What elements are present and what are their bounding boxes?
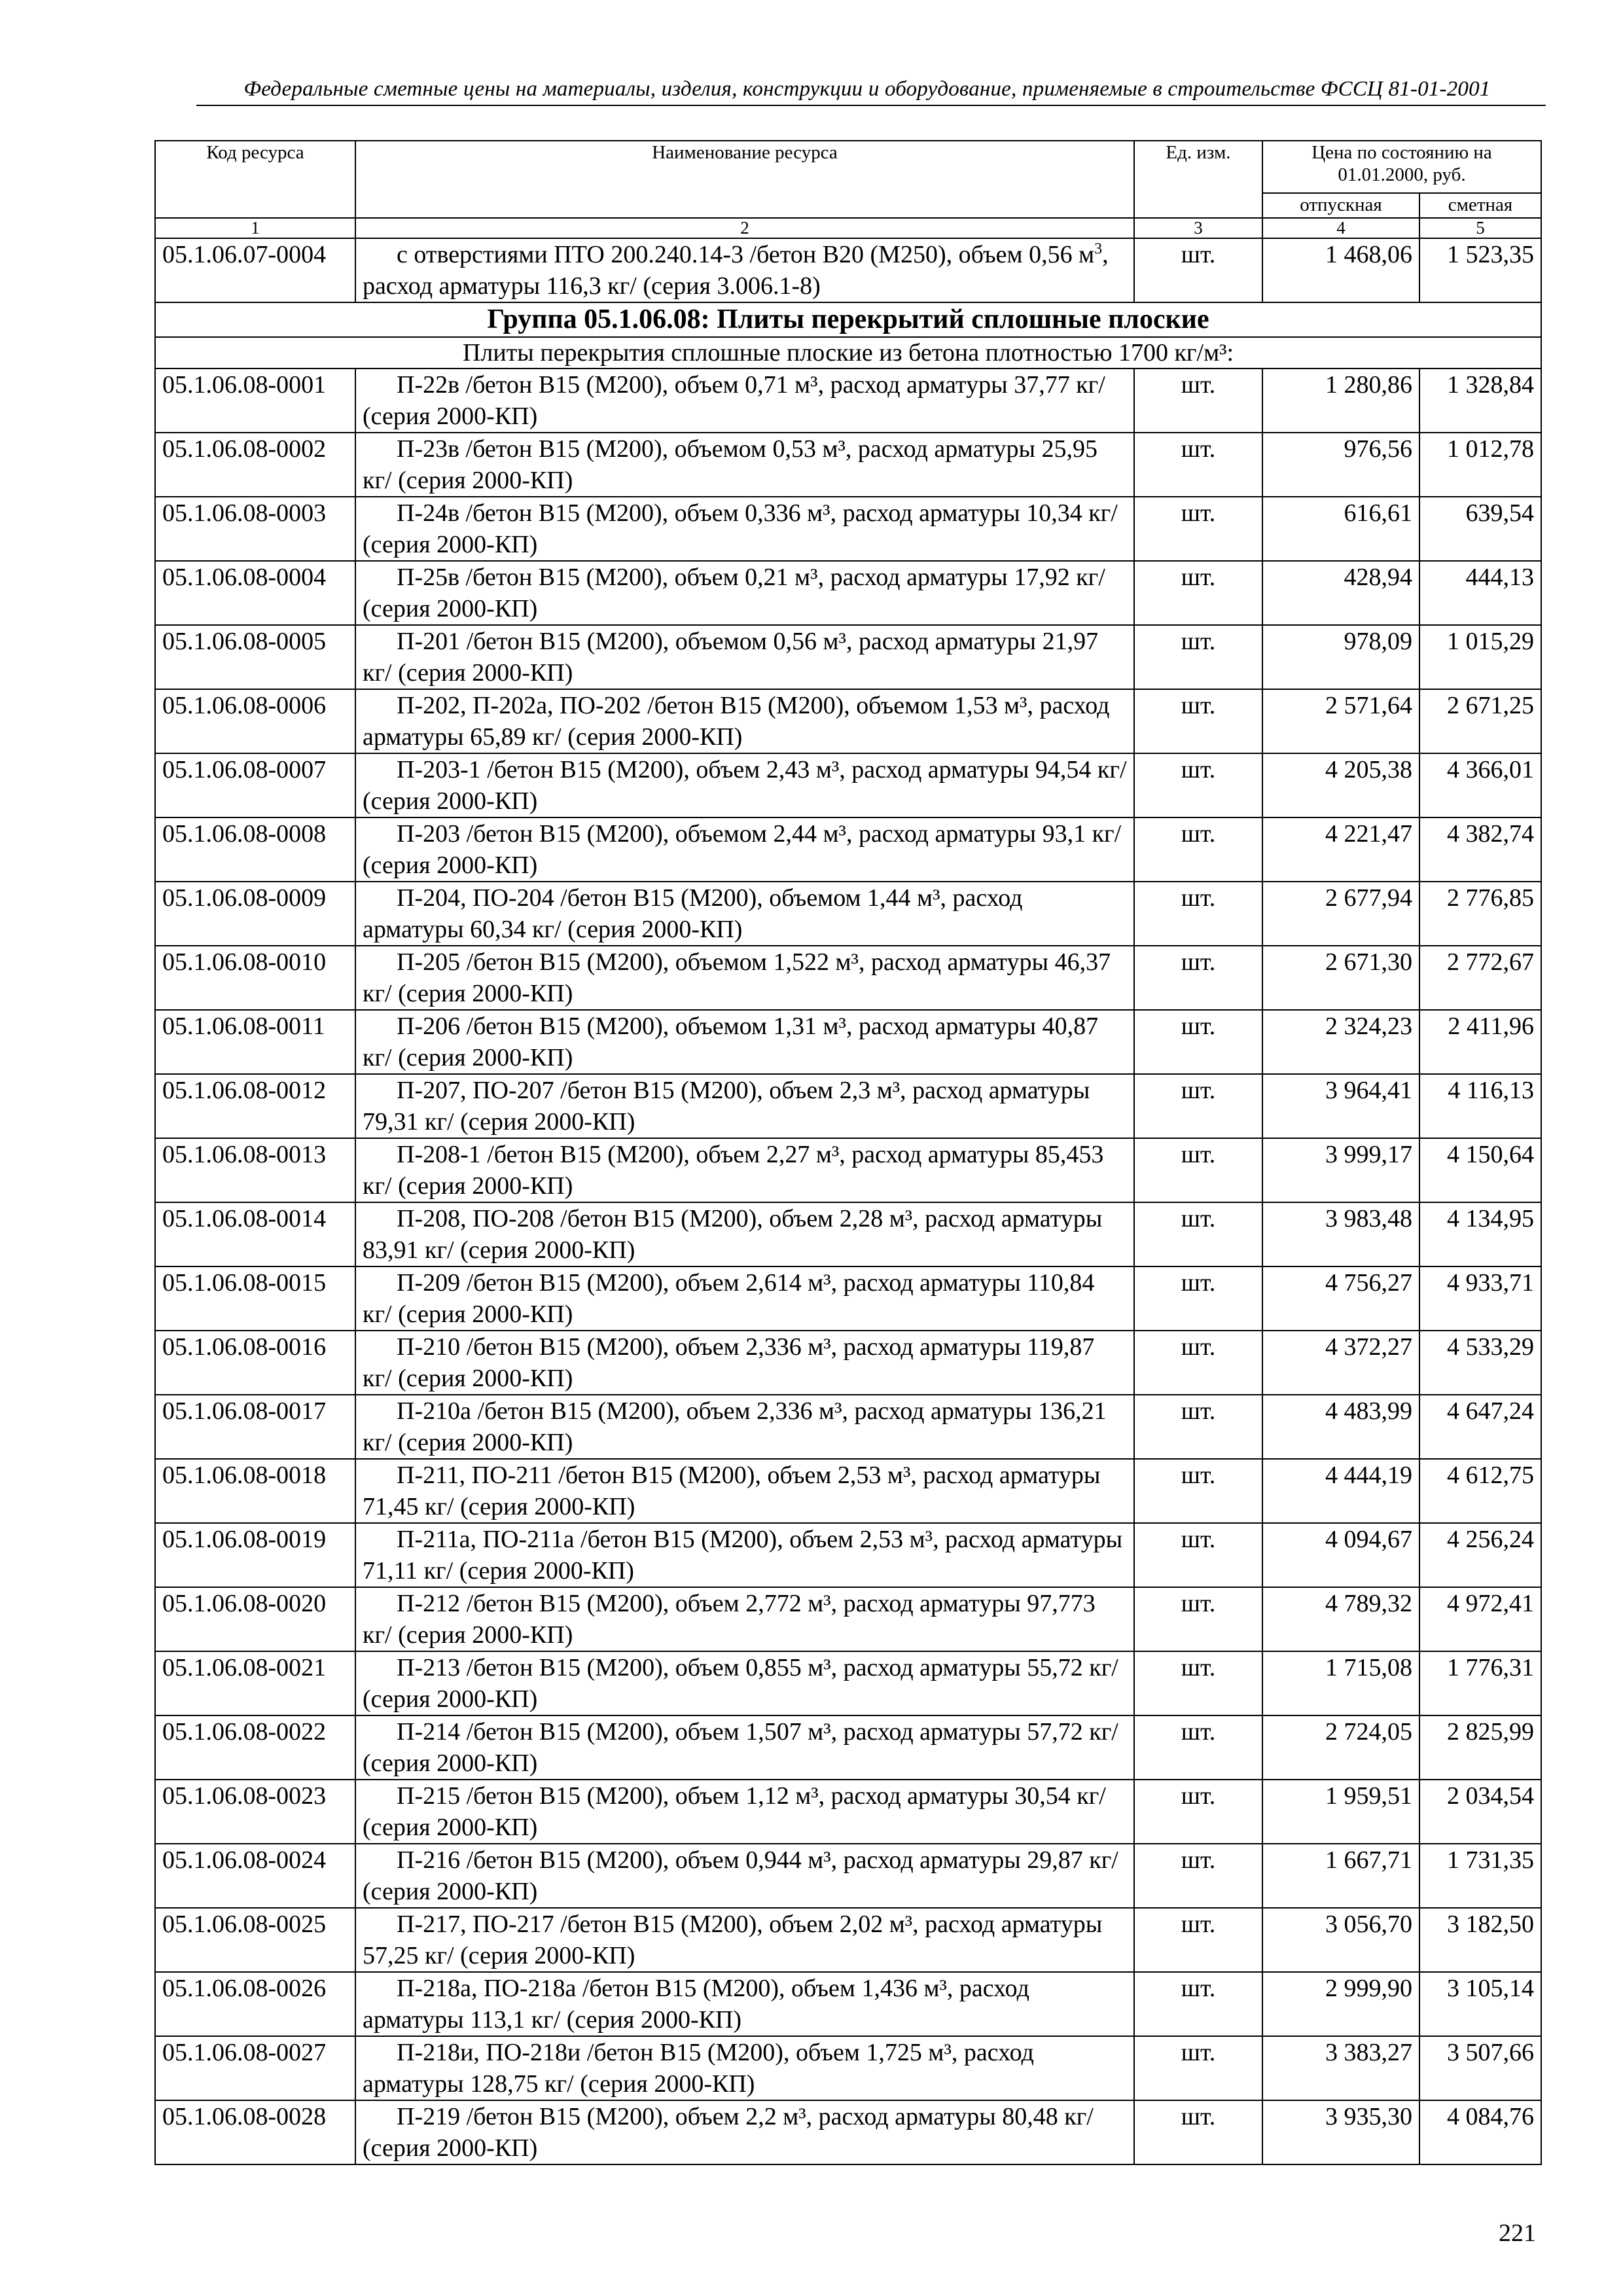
resource-name: П-23в /бетон В15 (М200), объемом 0,53 м³, расход арматуры 25,95 кг/ (серия 2000-КП) — [355, 433, 1134, 497]
table-row — [155, 1587, 1541, 1651]
estimate-price: 4 134,95 — [1419, 1202, 1541, 1266]
unit: шт. — [1134, 1844, 1262, 1908]
table-row — [155, 1459, 1541, 1523]
table-row — [155, 882, 1541, 946]
resource-code: 05.1.06.08-0019 — [155, 1523, 355, 1587]
table-row — [155, 497, 1541, 561]
table-row — [155, 1395, 1541, 1459]
estimate-price: 3 105,14 — [1419, 1972, 1541, 2036]
unit: шт. — [1134, 1266, 1262, 1331]
table-row — [155, 2036, 1541, 2100]
release-price: 4 444,19 — [1262, 1459, 1419, 1523]
unit: шт. — [1134, 433, 1262, 497]
table-row — [155, 1523, 1541, 1587]
resource-code: 05.1.06.08-0014 — [155, 1202, 355, 1266]
price-table — [154, 140, 1542, 2165]
release-price: 3 935,30 — [1262, 2100, 1419, 2164]
subgroup-title: Плиты перекрытия сплошные плоские из бетона плотностью 1700 кг/м³: — [155, 337, 1541, 368]
resource-code: 05.1.06.08-0004 — [155, 561, 355, 625]
col-number: 1 — [155, 218, 355, 238]
table-row — [155, 368, 1541, 433]
table-row — [155, 689, 1541, 753]
resource-name: П-206 /бетон В15 (М200), объемом 1,31 м³, расход арматуры 40,87 кг/ (серия 2000-КП) — [355, 1010, 1134, 1074]
resource-code: 05.1.06.08-0010 — [155, 946, 355, 1010]
release-price: 2 724,05 — [1262, 1715, 1419, 1780]
unit: шт. — [1134, 1010, 1262, 1074]
unit: шт. — [1134, 689, 1262, 753]
unit: шт. — [1134, 1459, 1262, 1523]
group-row — [155, 302, 1541, 337]
table-row — [155, 753, 1541, 817]
estimate-price: 4 533,29 — [1419, 1331, 1541, 1395]
header-rule — [196, 105, 1546, 106]
estimate-price: 1 523,35 — [1419, 238, 1541, 302]
resource-name: П-202, П-202а, ПО-202 /бетон В15 (М200), объемом 1,53 м³, расход арматуры 65,89 кг/ (серия 2000-КП) — [355, 689, 1134, 753]
release-price: 976,56 — [1262, 433, 1419, 497]
group-title: Группа 05.1.06.08: Плиты перекрытий сплошные плоские — [155, 302, 1541, 337]
table-row — [155, 1908, 1541, 1972]
resource-code: 05.1.06.08-0015 — [155, 1266, 355, 1331]
estimate-price: 2 825,99 — [1419, 1715, 1541, 1780]
resource-code: 05.1.06.08-0011 — [155, 1010, 355, 1074]
resource-name: П-24в /бетон В15 (М200), объем 0,336 м³, расход арматуры 10,34 кг/ (серия 2000-КП) — [355, 497, 1134, 561]
resource-name: П-213 /бетон В15 (М200), объем 0,855 м³, расход арматуры 55,72 кг/ (серия 2000-КП) — [355, 1651, 1134, 1715]
estimate-price: 3 182,50 — [1419, 1908, 1541, 1972]
resource-name: П-208, ПО-208 /бетон В15 (М200), объем 2,28 м³, расход арматуры 83,91 кг/ (серия 2000-КП) — [355, 1202, 1134, 1266]
resource-code: 05.1.06.08-0012 — [155, 1074, 355, 1138]
subgroup-row — [155, 337, 1541, 368]
resource-name: П-218и, ПО-218и /бетон В15 (М200), объем 1,725 м³, расход арматуры 128,75 кг/ (серия 2000-КП) — [355, 2036, 1134, 2100]
release-price: 428,94 — [1262, 561, 1419, 625]
col-header-unit: Ед. изм. — [1134, 141, 1262, 218]
release-price: 2 671,30 — [1262, 946, 1419, 1010]
unit: шт. — [1134, 1651, 1262, 1715]
col-header-release: отпускная — [1262, 193, 1419, 218]
resource-name: П-207, ПО-207 /бетон В15 (М200), объем 2,3 м³, расход арматуры 79,31 кг/ (серия 2000-КП) — [355, 1074, 1134, 1138]
estimate-price: 2 411,96 — [1419, 1010, 1541, 1074]
resource-name: П-210 /бетон В15 (М200), объем 2,336 м³, расход арматуры 119,87 кг/ (серия 2000-КП) — [355, 1331, 1134, 1395]
col-header-code: Код ресурса — [155, 141, 355, 218]
resource-code: 05.1.06.08-0006 — [155, 689, 355, 753]
estimate-price: 639,54 — [1419, 497, 1541, 561]
resource-code: 05.1.06.08-0003 — [155, 497, 355, 561]
estimate-price: 2 772,67 — [1419, 946, 1541, 1010]
estimate-price: 4 256,24 — [1419, 1523, 1541, 1587]
col-number: 5 — [1419, 218, 1541, 238]
unit: шт. — [1134, 368, 1262, 433]
release-price: 978,09 — [1262, 625, 1419, 689]
resource-name: П-219 /бетон В15 (М200), объем 2,2 м³, расход арматуры 80,48 кг/ (серия 2000-КП) — [355, 2100, 1134, 2164]
table-row — [155, 1074, 1541, 1138]
resource-name: П-211, ПО-211 /бетон В15 (М200), объем 2,53 м³, расход арматуры 71,45 кг/ (серия 2000-КП) — [355, 1459, 1134, 1523]
unit: шт. — [1134, 1202, 1262, 1266]
estimate-price: 4 084,76 — [1419, 2100, 1541, 2164]
resource-code: 05.1.06.08-0008 — [155, 817, 355, 882]
table-row — [155, 1780, 1541, 1844]
table-row — [155, 1266, 1541, 1331]
release-price: 4 205,38 — [1262, 753, 1419, 817]
table-row — [155, 238, 1541, 302]
resource-name: П-22в /бетон В15 (М200), объем 0,71 м³, расход арматуры 37,77 кг/ (серия 2000-КП) — [355, 368, 1134, 433]
release-price: 3 999,17 — [1262, 1138, 1419, 1202]
resource-code: 05.1.06.08-0025 — [155, 1908, 355, 1972]
resource-name: П-215 /бетон В15 (М200), объем 1,12 м³, расход арматуры 30,54 кг/ (серия 2000-КП) — [355, 1780, 1134, 1844]
release-price: 1 959,51 — [1262, 1780, 1419, 1844]
table-row — [155, 1651, 1541, 1715]
table-row — [155, 625, 1541, 689]
resource-name: П-216 /бетон В15 (М200), объем 0,944 м³, расход арматуры 29,87 кг/ (серия 2000-КП) — [355, 1844, 1134, 1908]
running-header: Федеральные сметные цены на материалы, изделия, конструкции и оборудование, применяемые в строительстве ФССЦ 81-01-2001 — [243, 77, 1491, 101]
release-price: 3 383,27 — [1262, 2036, 1419, 2100]
estimate-price: 3 507,66 — [1419, 2036, 1541, 2100]
resource-code: 05.1.06.08-0016 — [155, 1331, 355, 1395]
resource-name: П-209 /бетон В15 (М200), объем 2,614 м³, расход арматуры 110,84 кг/ (серия 2000-КП) — [355, 1266, 1134, 1331]
release-price: 2 999,90 — [1262, 1972, 1419, 2036]
estimate-price: 444,13 — [1419, 561, 1541, 625]
release-price: 4 221,47 — [1262, 817, 1419, 882]
resource-code: 05.1.06.08-0021 — [155, 1651, 355, 1715]
table-row — [155, 946, 1541, 1010]
estimate-price: 4 933,71 — [1419, 1266, 1541, 1331]
resource-code: 05.1.06.08-0009 — [155, 882, 355, 946]
release-price: 1 715,08 — [1262, 1651, 1419, 1715]
release-price: 1 667,71 — [1262, 1844, 1419, 1908]
estimate-price: 1 015,29 — [1419, 625, 1541, 689]
unit: шт. — [1134, 1331, 1262, 1395]
resource-code: 05.1.06.08-0018 — [155, 1459, 355, 1523]
resource-name: П-205 /бетон В15 (М200), объемом 1,522 м³, расход арматуры 46,37 кг/ (серия 2000-КП) — [355, 946, 1134, 1010]
release-price: 2 324,23 — [1262, 1010, 1419, 1074]
page-number: 221 — [1499, 2219, 1536, 2247]
resource-code: 05.1.06.08-0023 — [155, 1780, 355, 1844]
release-price: 1 468,06 — [1262, 238, 1419, 302]
estimate-price: 1 731,35 — [1419, 1844, 1541, 1908]
table-row — [155, 1844, 1541, 1908]
release-price: 2 677,94 — [1262, 882, 1419, 946]
col-header-price: Цена по состоянию на 01.01.2000, руб. — [1262, 141, 1541, 193]
estimate-price: 4 150,64 — [1419, 1138, 1541, 1202]
resource-name: П-210а /бетон В15 (М200), объем 2,336 м³, расход арматуры 136,21 кг/ (серия 2000-КП) — [355, 1395, 1134, 1459]
release-price: 4 094,67 — [1262, 1523, 1419, 1587]
unit: шт. — [1134, 625, 1262, 689]
resource-code: 05.1.06.08-0022 — [155, 1715, 355, 1780]
table-row — [155, 1138, 1541, 1202]
col-number: 2 — [355, 218, 1134, 238]
unit: шт. — [1134, 817, 1262, 882]
estimate-price: 2 034,54 — [1419, 1780, 1541, 1844]
unit: шт. — [1134, 753, 1262, 817]
unit: шт. — [1134, 1138, 1262, 1202]
estimate-price: 4 382,74 — [1419, 817, 1541, 882]
col-header-estimate: сметная — [1419, 193, 1541, 218]
resource-name: П-217, ПО-217 /бетон В15 (М200), объем 2,02 м³, расход арматуры 57,25 кг/ (серия 2000-КП) — [355, 1908, 1134, 1972]
resource-code: 05.1.06.08-0013 — [155, 1138, 355, 1202]
unit: шт. — [1134, 2036, 1262, 2100]
estimate-price: 4 116,13 — [1419, 1074, 1541, 1138]
release-price: 1 280,86 — [1262, 368, 1419, 433]
col-header-name: Наименование ресурса — [355, 141, 1134, 218]
estimate-price: 1 776,31 — [1419, 1651, 1541, 1715]
resource-name: П-203 /бетон В15 (М200), объемом 2,44 м³, расход арматуры 93,1 кг/ (серия 2000-КП) — [355, 817, 1134, 882]
release-price: 4 372,27 — [1262, 1331, 1419, 1395]
unit: шт. — [1134, 1780, 1262, 1844]
col-number: 3 — [1134, 218, 1262, 238]
resource-name: П-218а, ПО-218а /бетон В15 (М200), объем 1,436 м³, расход арматуры 113,1 кг/ (серия 2000-КП) — [355, 1972, 1134, 2036]
release-price: 4 483,99 — [1262, 1395, 1419, 1459]
unit: шт. — [1134, 561, 1262, 625]
unit: шт. — [1134, 882, 1262, 946]
estimate-price: 4 366,01 — [1419, 753, 1541, 817]
estimate-price: 4 647,24 — [1419, 1395, 1541, 1459]
resource-name: П-203-1 /бетон В15 (М200), объем 2,43 м³, расход арматуры 94,54 кг/ (серия 2000-КП) — [355, 753, 1134, 817]
unit: шт. — [1134, 946, 1262, 1010]
estimate-price: 2 776,85 — [1419, 882, 1541, 946]
resource-name: П-211а, ПО-211а /бетон В15 (М200), объем 2,53 м³, расход арматуры 71,11 кг/ (серия 2000-КП) — [355, 1523, 1134, 1587]
resource-code: 05.1.06.08-0028 — [155, 2100, 355, 2164]
resource-code: 05.1.06.07-0004 — [155, 238, 355, 302]
unit: шт. — [1134, 238, 1262, 302]
estimate-price: 2 671,25 — [1419, 689, 1541, 753]
resource-code: 05.1.06.08-0017 — [155, 1395, 355, 1459]
release-price: 3 983,48 — [1262, 1202, 1419, 1266]
release-price: 4 756,27 — [1262, 1266, 1419, 1331]
estimate-price: 1 012,78 — [1419, 433, 1541, 497]
table-row — [155, 2100, 1541, 2164]
resource-name: с отверстиями ПТО 200.240.14-3 /бетон В20 (М250), объем 0,56 $м^3$, расход арматуры 116,3 кг/ (серия 3.006.1-8) — [355, 238, 1134, 302]
estimate-price: 4 972,41 — [1419, 1587, 1541, 1651]
estimate-price: 4 612,75 — [1419, 1459, 1541, 1523]
resource-name: П-201 /бетон В15 (М200), объемом 0,56 м³, расход арматуры 21,97 кг/ (серия 2000-КП) — [355, 625, 1134, 689]
resource-code: 05.1.06.08-0005 — [155, 625, 355, 689]
unit: шт. — [1134, 1715, 1262, 1780]
table-row — [155, 1202, 1541, 1266]
resource-code: 05.1.06.08-0020 — [155, 1587, 355, 1651]
unit: шт. — [1134, 2100, 1262, 2164]
table-row — [155, 433, 1541, 497]
table-row — [155, 817, 1541, 882]
resource-code: 05.1.06.08-0026 — [155, 1972, 355, 2036]
estimate-price: 1 328,84 — [1419, 368, 1541, 433]
table-row — [155, 1972, 1541, 2036]
unit: шт. — [1134, 1972, 1262, 2036]
release-price: 3 056,70 — [1262, 1908, 1419, 1972]
resource-name: П-214 /бетон В15 (М200), объем 1,507 м³, расход арматуры 57,72 кг/ (серия 2000-КП) — [355, 1715, 1134, 1780]
resource-name: П-212 /бетон В15 (М200), объем 2,772 м³, расход арматуры 97,773 кг/ (серия 2000-КП) — [355, 1587, 1134, 1651]
resource-name: П-25в /бетон В15 (М200), объем 0,21 м³, расход арматуры 17,92 кг/ (серия 2000-КП) — [355, 561, 1134, 625]
resource-code: 05.1.06.08-0002 — [155, 433, 355, 497]
resource-name: П-204, ПО-204 /бетон В15 (М200), объемом 1,44 м³, расход арматуры 60,34 кг/ (серия 2000-КП) — [355, 882, 1134, 946]
resource-code: 05.1.06.08-0001 — [155, 368, 355, 433]
resource-name: П-208-1 /бетон В15 (М200), объем 2,27 м³, расход арматуры 85,453 кг/ (серия 2000-КП) — [355, 1138, 1134, 1202]
table-row — [155, 1715, 1541, 1780]
resource-code: 05.1.06.08-0027 — [155, 2036, 355, 2100]
release-price: 2 571,64 — [1262, 689, 1419, 753]
resource-code: 05.1.06.08-0007 — [155, 753, 355, 817]
table-row — [155, 561, 1541, 625]
release-price: 616,61 — [1262, 497, 1419, 561]
col-number: 4 — [1262, 218, 1419, 238]
release-price: 4 789,32 — [1262, 1587, 1419, 1651]
unit: шт. — [1134, 1908, 1262, 1972]
release-price: 3 964,41 — [1262, 1074, 1419, 1138]
table-row — [155, 1331, 1541, 1395]
table-row — [155, 1010, 1541, 1074]
unit: шт. — [1134, 497, 1262, 561]
unit: шт. — [1134, 1395, 1262, 1459]
unit: шт. — [1134, 1587, 1262, 1651]
unit: шт. — [1134, 1074, 1262, 1138]
unit: шт. — [1134, 1523, 1262, 1587]
resource-code: 05.1.06.08-0024 — [155, 1844, 355, 1908]
